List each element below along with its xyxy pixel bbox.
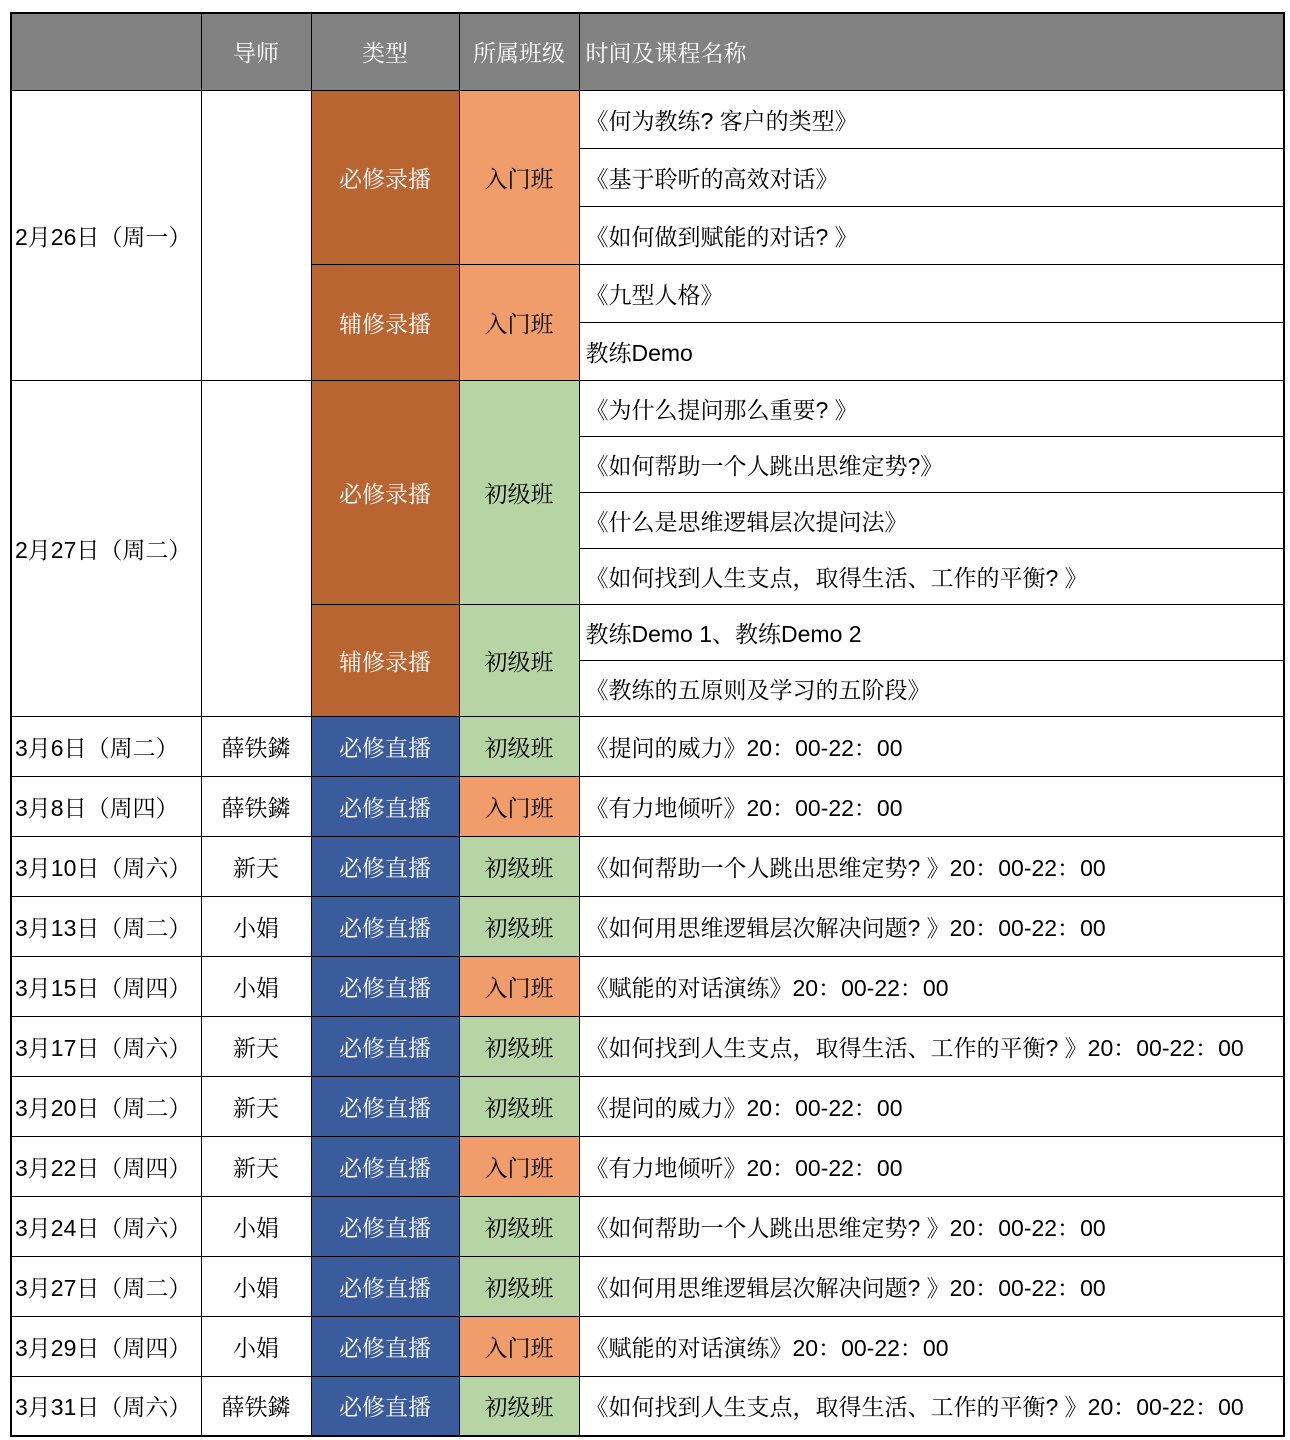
class-cell: 初级班 — [459, 1196, 579, 1256]
course-cell: 《如何找到人生支点，取得生活、工作的平衡? 》20：00-22：00 — [579, 1016, 1284, 1076]
mentor-cell: 小娟 — [201, 1256, 311, 1316]
mentor-cell: 新天 — [201, 1136, 311, 1196]
table-row — [11, 1076, 1284, 1136]
type-cell: 必修直播 — [311, 1016, 459, 1076]
course-cell: 《赋能的对话演练》20：00-22：00 — [579, 1316, 1284, 1376]
course-cell: 《何为教练? 客户的类型》 — [579, 90, 1284, 148]
schedule-table — [10, 12, 1285, 1437]
mentor-cell: 小娟 — [201, 1316, 311, 1376]
type-cell: 必修直播 — [311, 1136, 459, 1196]
class-cell: 初级班 — [459, 1016, 579, 1076]
course-cell: 《如何用思维逻辑层次解决问题? 》20：00-22：00 — [579, 1256, 1284, 1316]
class-cell: 初级班 — [459, 836, 579, 896]
table-row — [11, 1256, 1284, 1316]
class-cell: 入门班 — [459, 956, 579, 1016]
date-cell: 2月27日（周二） — [11, 380, 201, 716]
date-cell: 3月17日（周六） — [11, 1016, 201, 1076]
header-class: 所属班级 — [459, 13, 579, 90]
class-cell: 入门班 — [459, 1136, 579, 1196]
header-row — [11, 13, 1284, 90]
type-cell: 必修直播 — [311, 836, 459, 896]
table-row — [11, 1136, 1284, 1196]
course-cell: 《教练的五原则及学习的五阶段》 — [579, 660, 1284, 716]
mentor-cell: 小娟 — [201, 956, 311, 1016]
date-cell: 2月26日（周一） — [11, 90, 201, 380]
mentor-cell: 小娟 — [201, 896, 311, 956]
table-row — [11, 776, 1284, 836]
type-cell: 必修直播 — [311, 1076, 459, 1136]
class-cell: 入门班 — [459, 264, 579, 380]
date-cell: 3月29日（周四） — [11, 1316, 201, 1376]
type-cell: 必修直播 — [311, 716, 459, 776]
table-row — [11, 1376, 1284, 1436]
course-cell: 教练Demo — [579, 322, 1284, 380]
course-cell: 《如何帮助一个人跳出思维定势? 》20：00-22：00 — [579, 836, 1284, 896]
date-cell: 3月13日（周二） — [11, 896, 201, 956]
class-cell: 初级班 — [459, 896, 579, 956]
type-cell: 必修录播 — [311, 90, 459, 264]
date-cell: 3月6日（周二） — [11, 716, 201, 776]
type-cell: 辅修录播 — [311, 264, 459, 380]
type-cell: 必修直播 — [311, 1376, 459, 1436]
date-cell: 3月20日（周二） — [11, 1076, 201, 1136]
header-date — [11, 13, 201, 90]
class-cell: 初级班 — [459, 1256, 579, 1316]
class-cell: 入门班 — [459, 90, 579, 264]
table-row — [11, 380, 1284, 436]
type-cell: 必修录播 — [311, 380, 459, 604]
course-cell: 《基于聆听的高效对话》 — [579, 148, 1284, 206]
course-cell: 《赋能的对话演练》20：00-22：00 — [579, 956, 1284, 1016]
mentor-cell — [201, 90, 311, 380]
type-cell: 必修直播 — [311, 1256, 459, 1316]
class-cell: 入门班 — [459, 1316, 579, 1376]
type-cell: 辅修录播 — [311, 604, 459, 716]
class-cell: 初级班 — [459, 1376, 579, 1436]
mentor-cell: 新天 — [201, 1076, 311, 1136]
course-cell: 《提问的威力》20：00-22：00 — [579, 1076, 1284, 1136]
table-row — [11, 1316, 1284, 1376]
date-cell: 3月10日（周六） — [11, 836, 201, 896]
mentor-cell: 新天 — [201, 1016, 311, 1076]
mentor-cell — [201, 380, 311, 716]
date-cell: 3月24日（周六） — [11, 1196, 201, 1256]
mentor-cell: 薛铁鏻 — [201, 776, 311, 836]
class-cell: 初级班 — [459, 380, 579, 604]
course-cell: 《提问的威力》20：00-22：00 — [579, 716, 1284, 776]
date-cell: 3月22日（周四） — [11, 1136, 201, 1196]
course-cell: 《如何做到赋能的对话? 》 — [579, 206, 1284, 264]
class-cell: 初级班 — [459, 604, 579, 716]
header-type: 类型 — [311, 13, 459, 90]
mentor-cell: 新天 — [201, 836, 311, 896]
course-cell: 教练Demo 1、教练Demo 2 — [579, 604, 1284, 660]
date-cell: 3月8日（周四） — [11, 776, 201, 836]
course-cell: 《如何帮助一个人跳出思维定势?》 — [579, 436, 1284, 492]
mentor-cell: 小娟 — [201, 1196, 311, 1256]
course-cell: 《什么是思维逻辑层次提问法》 — [579, 492, 1284, 548]
date-cell: 3月31日（周六） — [11, 1376, 201, 1436]
mentor-cell: 薛铁鏻 — [201, 716, 311, 776]
date-cell: 3月27日（周二） — [11, 1256, 201, 1316]
type-cell: 必修直播 — [311, 956, 459, 1016]
course-cell: 《如何帮助一个人跳出思维定势? 》20：00-22：00 — [579, 1196, 1284, 1256]
course-cell: 《有力地倾听》20：00-22：00 — [579, 1136, 1284, 1196]
table-row — [11, 716, 1284, 776]
table-row — [11, 836, 1284, 896]
type-cell: 必修直播 — [311, 896, 459, 956]
table-row — [11, 1196, 1284, 1256]
table-row — [11, 90, 1284, 148]
type-cell: 必修直播 — [311, 1196, 459, 1256]
course-cell: 《有力地倾听》20：00-22：00 — [579, 776, 1284, 836]
course-cell: 《如何用思维逻辑层次解决问题? 》20：00-22：00 — [579, 896, 1284, 956]
class-cell: 初级班 — [459, 1076, 579, 1136]
course-cell: 《如何找到人生支点，取得生活、工作的平衡? 》20：00-22：00 — [579, 1376, 1284, 1436]
course-cell: 《如何找到人生支点，取得生活、工作的平衡? 》 — [579, 548, 1284, 604]
mentor-cell: 薛铁鏻 — [201, 1376, 311, 1436]
course-cell: 《为什么提问那么重要? 》 — [579, 380, 1284, 436]
class-cell: 初级班 — [459, 716, 579, 776]
table-row — [11, 956, 1284, 1016]
type-cell: 必修直播 — [311, 1316, 459, 1376]
type-cell: 必修直播 — [311, 776, 459, 836]
table-row — [11, 1016, 1284, 1076]
table-row — [11, 896, 1284, 956]
header-course: 时间及课程名称 — [579, 13, 1284, 90]
class-cell: 入门班 — [459, 776, 579, 836]
course-cell: 《九型人格》 — [579, 264, 1284, 322]
date-cell: 3月15日（周四） — [11, 956, 201, 1016]
header-mentor: 导师 — [201, 13, 311, 90]
